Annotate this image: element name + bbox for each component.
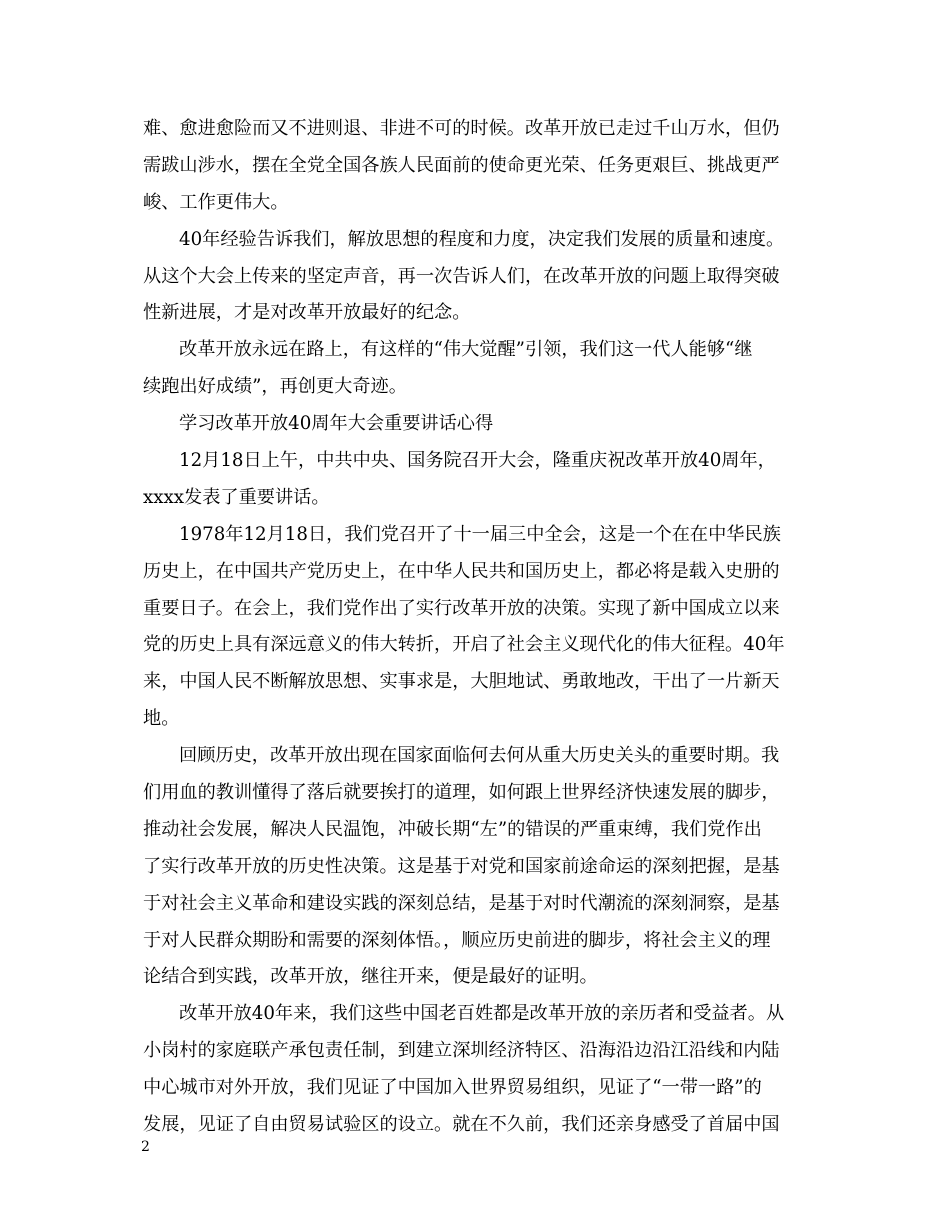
text-line: 于对社会主义革命和建设实践的深刻总结，是基于对时代潮流的深刻洞察，是基 [143, 892, 780, 914]
text-line: 党的历史上具有深远意义的伟大转折，开启了社会主义现代化的伟大征程。40年 [143, 634, 785, 656]
text-line: 了实行改革开放的历史性决策。这是基于对党和国家前途命运的深刻把握，是基 [143, 855, 780, 877]
text-line: 历史上，在中国共产党历史上，在中华人民共和国历史上，都必将是载入史册的 [143, 560, 780, 582]
text-line: 重要日子。在会上，我们党作出了实行改革开放的决策。实现了新中国成立以来 [143, 597, 780, 619]
text-line: 学习改革开放40周年大会重要讲话心得 [179, 413, 494, 435]
text-line: 们用血的教训懂得了落后就要挨打的道理，如何跟上世界经济快速发展的脚步， [143, 782, 780, 804]
text-line: 小岗村的家庭联产承包责任制，到建立深圳经济特区、沿海沿边沿江沿线和内陆 [143, 1040, 780, 1062]
text-line: 于对人民群众期盼和需要的深刻体悟。，顺应历史前进的脚步，将社会主义的理 [143, 929, 771, 951]
text-line: 改革开放40年来，我们这些中国老百姓都是改革开放的亲历者和受益者。从 [179, 1003, 785, 1025]
text-line: 中心城市对外开放，我们见证了中国加入世界贸易组织，见证了“一带一路”的 [143, 1077, 762, 1099]
text-line: 论结合到实践，改革开放，继往开来，便是最好的证明。 [143, 966, 598, 988]
text-line: 1978年12月18日，我们党召开了十一届三中全会，这是一个在在中华民族 [179, 523, 781, 545]
text-line: 40年经验告诉我们，解放思想的程度和力度，决定我们发展的质量和速度。 [179, 228, 785, 250]
text-line: 发展，见证了自由贸易试验区的设立。就在不久前，我们还亲身感受了首届中国 [143, 1114, 780, 1136]
text-line: xxxx发表了重要讲话。 [143, 486, 330, 508]
text-line: 续跑出好成绩”，再创更大奇迹。 [143, 376, 407, 398]
text-line: 来，中国人民不断解放思想、实事求是，大胆地试、勇敢地改，干出了一片新天 [143, 671, 780, 693]
text-line: 需跋山涉水，摆在全党全国各族人民面前的使命更光荣、任务更艰巨、挑战更严 [143, 154, 780, 176]
text-line: 性新进展，才是对改革开放最好的纪念。 [143, 302, 471, 324]
text-line: 难、愈进愈险而又不进则退、非进不可的时候。改革开放已走过千山万水，但仍 [143, 118, 780, 139]
text-line: 峻、工作更伟大。 [143, 191, 289, 213]
document-body [143, 111, 808, 1144]
text-line: 从这个大会上传来的坚定声音，再一次告诉人们，在改革开放的问题上取得突破 [143, 265, 780, 287]
text-line: 回顾历史，改革开放出现在国家面临何去何从重大历史关头的重要时期。我 [179, 745, 780, 767]
text-line: 12月18日上午，中共中央、国务院召开大会，隆重庆祝改革开放40周年， [179, 450, 776, 472]
text-line: 改革开放永远在路上，有这样的“伟大觉醒”引领，我们这一代人能够“继 [179, 339, 753, 361]
text-line: 地。 [143, 708, 180, 730]
text-line: 推动社会发展，解决人民温饱，冲破长期“左”的错误的严重束缚，我们党作出 [143, 818, 762, 840]
page-number: 2 [141, 1139, 150, 1155]
